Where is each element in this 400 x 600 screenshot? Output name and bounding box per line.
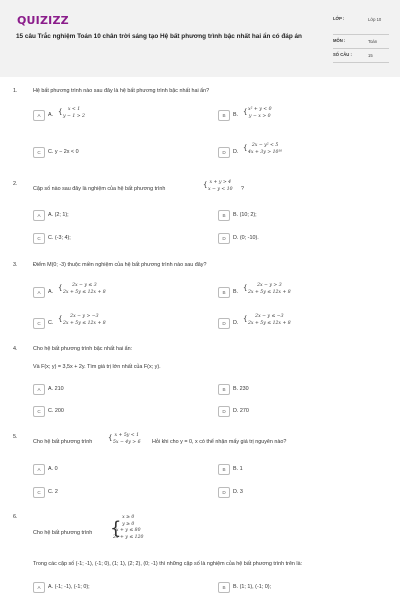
- question-suffix: ?: [241, 186, 244, 192]
- system-line: x − y < 10: [208, 186, 233, 192]
- question-text: Cặp số nào sau đây là nghiệm của hệ bất phương trình: [33, 186, 166, 192]
- system-line: 4x + 3y > 10¹⁰: [248, 149, 283, 155]
- question-number: 4.: [13, 346, 18, 352]
- option-letter: D: [218, 487, 230, 498]
- option-letter: C: [33, 487, 45, 498]
- option-label: A.: [48, 112, 54, 118]
- meta-label: SỐ CÂU :: [333, 52, 352, 57]
- option-system: [248, 314, 291, 327]
- meta-label: LỚP :: [333, 16, 345, 21]
- option-letter: A: [33, 464, 45, 475]
- meta-value: Lớp 10: [368, 17, 382, 22]
- option-label: D. 3: [233, 489, 243, 495]
- option-label: D. (0; -10).: [233, 235, 259, 241]
- option-letter: B: [218, 287, 230, 298]
- question-system: [208, 180, 233, 193]
- option-label: B. 1: [233, 466, 243, 472]
- option-letter: D: [218, 406, 230, 417]
- question-text: Cho hệ bất phương trình: [33, 530, 93, 536]
- option-label: C. y − 2x < 0: [48, 149, 79, 155]
- option-letter: C: [33, 233, 45, 244]
- question-number: 1.: [13, 88, 18, 94]
- question-text-2: Trong các cặp số (-1; -1), (-1; 0), (1; 1), (2; 2), (0; -1) thì những cặp số là nghiệm của hệ bất phương trình trên là:: [33, 561, 303, 567]
- brace-icon: {: [110, 518, 122, 539]
- option-system: [248, 143, 282, 156]
- option-label: D.: [233, 149, 239, 155]
- option-label: B. (10; 2);: [233, 212, 257, 218]
- brace-icon: {: [243, 315, 248, 323]
- option-label: B.: [233, 112, 239, 118]
- option-letter: C: [33, 406, 45, 417]
- meta-row-grade: [333, 13, 389, 35]
- system-line: 2x − y > −3: [70, 314, 99, 319]
- question-text: Điểm M(0; -3) thuộc miền nghiệm của hệ bất phương trình nào sau đây?: [33, 262, 207, 268]
- option-label: D. 270: [233, 408, 249, 414]
- system-line: x + y > 4: [209, 180, 232, 185]
- brace-icon: {: [243, 284, 248, 292]
- system-line: x < 1: [67, 107, 81, 112]
- question-system: [113, 515, 143, 541]
- option-label: A.: [48, 289, 54, 295]
- option-label: C. (-3; 4);: [48, 235, 71, 241]
- option-label: C. 200: [48, 408, 64, 414]
- option-letter: B: [218, 582, 230, 593]
- meta-value: Toán: [368, 39, 378, 44]
- option-label: B. (1; 1), (-1; 0);: [233, 584, 272, 590]
- option-letter: A: [33, 287, 45, 298]
- option-label: A. (-1; -1), (-1; 0);: [48, 584, 90, 590]
- option-letter: C: [33, 318, 45, 329]
- system-line: 2x − y > 3: [257, 283, 282, 288]
- system-line: x + y ≤ 80: [115, 528, 141, 533]
- option-label: A. 210: [48, 386, 64, 392]
- system-line: 2x + 5y ≤ 12x + 8: [248, 289, 291, 295]
- option-label: B.: [233, 289, 239, 295]
- question-number: 5.: [13, 434, 18, 440]
- brace-icon: {: [108, 434, 113, 442]
- brace-icon: {: [58, 108, 63, 116]
- brace-icon: {: [58, 284, 63, 292]
- option-letter: A: [33, 110, 45, 121]
- option-system: [63, 107, 85, 120]
- option-letter: A: [33, 384, 45, 395]
- question-number: 3.: [13, 262, 18, 268]
- option-system: [63, 314, 106, 327]
- option-letter: B: [218, 384, 230, 395]
- option-letter: D: [218, 233, 230, 244]
- system-line: y ≥ 0: [122, 521, 135, 527]
- system-line: 2x + 5y ≤ 12x + 8: [63, 289, 106, 295]
- option-system: [63, 283, 106, 296]
- system-line: x ≥ 0: [122, 515, 135, 520]
- option-label: D.: [233, 320, 239, 326]
- system-line: 2x + y ≤ 120: [113, 534, 144, 540]
- option-letter: B: [218, 210, 230, 221]
- question-system: [113, 433, 141, 446]
- option-label: C.: [48, 320, 54, 326]
- meta-row-count: [333, 49, 389, 63]
- system-line: 2x + 5y ≤ 12x + 8: [63, 320, 106, 326]
- option-letter: B: [218, 110, 230, 121]
- system-line: 2x − y² < 5: [251, 143, 279, 148]
- option-label: A. 0: [48, 466, 58, 472]
- option-letter: A: [33, 210, 45, 221]
- brace-icon: {: [243, 108, 248, 116]
- system-line: y − x > 0: [248, 113, 271, 119]
- option-system: [248, 283, 291, 296]
- meta-row-subject: [333, 35, 389, 49]
- option-letter: D: [218, 318, 230, 329]
- question-number: 2.: [13, 181, 18, 187]
- system-line: x² + y < 0: [248, 107, 272, 112]
- system-line: 2x + 5y ≤ 12x + 8: [248, 320, 291, 326]
- question-text-2: Và F(x; y) = 3,5x + 2y. Tìm giá trị lớn nhất của F(x; y).: [33, 364, 161, 370]
- meta-label: MÔN :: [333, 38, 346, 43]
- question-text: Hệ bất phương trình nào sau đây là hệ bất phương trình bậc nhất hai ẩn?: [33, 88, 210, 94]
- brace-icon: {: [58, 315, 63, 323]
- option-label: C. 2: [48, 489, 58, 495]
- quizizz-logo: QUIZIZZ: [17, 14, 69, 27]
- question-text: Cho hệ bất phương trình: [33, 439, 93, 445]
- question-number: 6.: [13, 514, 18, 520]
- document-header: [0, 0, 400, 77]
- system-line: 2x − y ≤ −3: [255, 314, 284, 319]
- system-line: x + 5y < 1: [114, 433, 140, 438]
- option-letter: C: [33, 147, 45, 158]
- option-system: [248, 107, 272, 120]
- option-letter: D: [218, 147, 230, 158]
- brace-icon: {: [243, 144, 248, 152]
- question-text: Cho hệ bất phương trình bậc nhất hai ẩn:: [33, 346, 133, 352]
- system-line: y − 1 > 2: [63, 113, 85, 119]
- system-line: 2x − y ≤ 3: [72, 283, 97, 288]
- option-label: A. (2; 1);: [48, 212, 69, 218]
- document-title: 15 câu Trắc nghiệm Toán 10 chân trời sáng tạo Hệ bất phương trình bậc nhất hai ẩn có đáp án: [16, 33, 302, 40]
- meta-table: [333, 13, 389, 63]
- meta-value: 15: [368, 53, 373, 58]
- option-letter: A: [33, 582, 45, 593]
- system-line: 5x − 4y > 6: [113, 439, 141, 445]
- option-label: B. 230: [233, 386, 249, 392]
- brace-icon: {: [203, 181, 208, 189]
- question-suffix: Hỏi khi cho y = 0, x có thể nhận mấy giá trị nguyên nào?: [152, 439, 287, 445]
- option-letter: B: [218, 464, 230, 475]
